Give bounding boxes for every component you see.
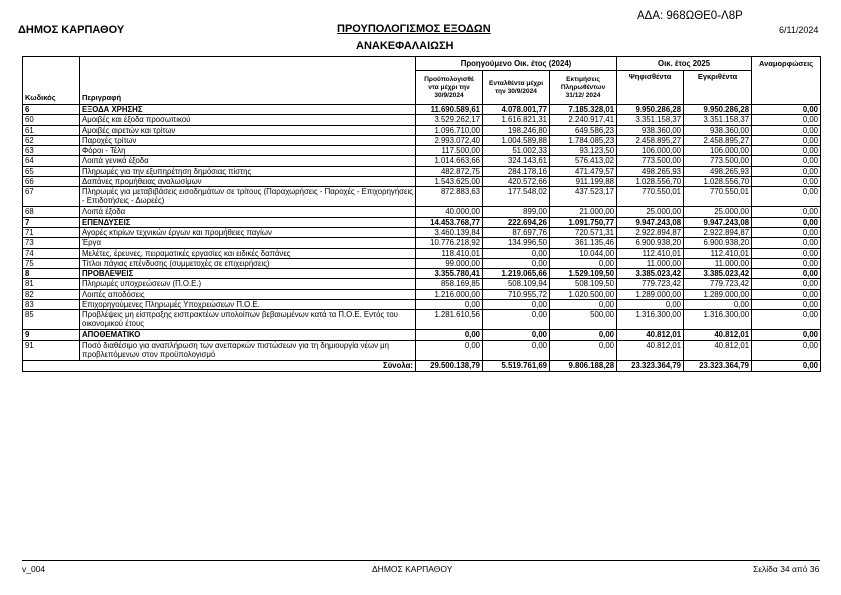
col-amendments-header: Αναμορφώσεις (752, 57, 821, 105)
row-committed: 51.002,33 (483, 146, 550, 156)
row-code: 61 (23, 125, 80, 135)
row-description: ΕΠΕΝΔΥΣΕΙΣ (80, 217, 416, 227)
row-amendments: 0,00 (752, 330, 821, 340)
row-code: 74 (23, 248, 80, 258)
row-budgeted: 2.993.072,40 (416, 135, 483, 145)
table-row (23, 187, 821, 207)
footer-divider (22, 560, 820, 561)
row-code: 85 (23, 310, 80, 330)
table-row (23, 146, 821, 156)
row-amendments: 0,00 (752, 217, 821, 227)
row-amendments: 0,00 (752, 207, 821, 217)
row-approved: 9.950.286,28 (684, 105, 752, 115)
row-description: Δαπάνες προμήθειας αναλωσίμων (80, 177, 416, 187)
row-committed: 1.004.589,88 (483, 135, 550, 145)
row-amendments: 0,00 (752, 156, 821, 166)
table-row (23, 156, 821, 166)
row-budgeted: 14.453.768,77 (416, 217, 483, 227)
row-budgeted: 11.690.589,61 (416, 105, 483, 115)
row-voted: 11.000,00 (617, 258, 684, 268)
row-description: Λοιπές αποδόσεις (80, 289, 416, 299)
row-voted: 1.028.556,70 (617, 177, 684, 187)
table-row (23, 177, 821, 187)
row-code: 83 (23, 300, 80, 310)
table-row (23, 340, 821, 360)
row-estimates: 576.413,02 (550, 156, 617, 166)
total-amendments: 0,00 (752, 360, 821, 371)
row-description: Αμοιβές και έξοδα προσωπικού (80, 115, 416, 125)
row-description: ΑΠΟΘΕΜΑΤΙΚΟ (80, 330, 416, 340)
row-voted: 0,00 (617, 300, 684, 310)
total-voted: 23.323.364,79 (617, 360, 684, 371)
row-committed: 87.697,76 (483, 227, 550, 237)
row-estimates: 471.479,57 (550, 166, 617, 176)
row-budgeted: 10.776.218,92 (416, 238, 483, 248)
row-estimates: 1.091.750,77 (550, 217, 617, 227)
row-estimates: 500,00 (550, 310, 617, 330)
row-amendments: 0,00 (752, 279, 821, 289)
row-estimates: 0,00 (550, 330, 617, 340)
row-budgeted: 872.883,63 (416, 187, 483, 207)
row-amendments: 0,00 (752, 166, 821, 176)
row-voted: 2.458.895,27 (617, 135, 684, 145)
row-description: Μελέτες, έρευνες, πειραματικές εργασίες και ειδικές δαπάνες (80, 248, 416, 258)
row-approved: 3.351.158,37 (684, 115, 752, 125)
col-description-header: Περιγραφή (80, 57, 416, 105)
row-code: 71 (23, 227, 80, 237)
row-approved: 779.723,42 (684, 279, 752, 289)
footer-version: v_004 (22, 564, 46, 574)
row-estimates: 1.784.085,23 (550, 135, 617, 145)
row-description: Αγορές κτιρίων τεχνικών έργων και προμήθειες παγίων (80, 227, 416, 237)
row-approved: 11.000,00 (684, 258, 752, 268)
row-approved: 498.265,93 (684, 166, 752, 176)
row-code: 67 (23, 187, 80, 207)
row-description: Επιχορηγούμενες Πληρωμές Υποχρεώσεων Π.Ο.Ε. (80, 300, 416, 310)
row-description: Αμοιβές αιρετών και τρίτων (80, 125, 416, 135)
row-budgeted: 40.000,00 (416, 207, 483, 217)
row-voted: 40.812,01 (617, 330, 684, 340)
row-description: Πληρωμές υποχρεώσεων (Π.Ο.Ε.) (80, 279, 416, 289)
row-code: 60 (23, 115, 80, 125)
row-estimates: 649.586,23 (550, 125, 617, 135)
row-estimates: 10.044,00 (550, 248, 617, 258)
row-description: Πληρωμές για την εξυπηρέτηση δημόσιας πίστης (80, 166, 416, 176)
row-approved: 112.410,01 (684, 248, 752, 258)
row-amendments: 0,00 (752, 105, 821, 115)
row-approved: 0,00 (684, 300, 752, 310)
row-amendments: 0,00 (752, 248, 821, 258)
row-budgeted: 1.543.625,00 (416, 177, 483, 187)
row-code: 73 (23, 238, 80, 248)
row-code: 9 (23, 330, 80, 340)
row-estimates: 720.571,31 (550, 227, 617, 237)
row-description: Έργα (80, 238, 416, 248)
totals-row (23, 360, 821, 371)
row-description: ΠΡΟΒΛΕΨΕΙΣ (80, 269, 416, 279)
col-committed-header: Ενταλθέντα μέχρι την 30/9/2024 (483, 71, 550, 105)
row-approved: 2.458.895,27 (684, 135, 752, 145)
row-committed: 198.246,80 (483, 125, 550, 135)
row-committed: 284.178,16 (483, 166, 550, 176)
table-row (23, 135, 821, 145)
row-amendments: 0,00 (752, 125, 821, 135)
row-approved: 1.289.000,00 (684, 289, 752, 299)
row-amendments: 0,00 (752, 269, 821, 279)
row-approved: 773.500,00 (684, 156, 752, 166)
row-amendments: 0,00 (752, 300, 821, 310)
row-code: 7 (23, 217, 80, 227)
table-row (23, 207, 821, 217)
row-estimates: 437.523,17 (550, 187, 617, 207)
table-row (23, 300, 821, 310)
row-budgeted: 3.529.262,17 (416, 115, 483, 125)
row-description: Πληρωμές για μεταβιβάσεις εισοδημάτων σε τρίτους (Παραχωρήσεις - Παροχές - Επιχορηγήσεις - Επιδοτήσεις - Δωρεές) (80, 187, 416, 207)
row-estimates: 361.135,46 (550, 238, 617, 248)
footer-page-number: Σελίδα 34 από 36 (753, 564, 820, 574)
table-row (23, 269, 821, 279)
row-committed: 710.955,72 (483, 289, 550, 299)
row-amendments: 0,00 (752, 227, 821, 237)
col-voted-header: Ψηφισθέντα (617, 71, 684, 105)
row-committed: 1.616.821,31 (483, 115, 550, 125)
row-amendments: 0,00 (752, 289, 821, 299)
page-subtitle: ΑΝΑΚΕΦΑΛΑΙΩΣΗ (356, 40, 454, 52)
row-committed: 0,00 (483, 310, 550, 330)
row-estimates: 21.000,00 (550, 207, 617, 217)
row-voted: 9.950.286,28 (617, 105, 684, 115)
row-estimates: 1.529.109,50 (550, 269, 617, 279)
table-row (23, 238, 821, 248)
col-budgeted-header: Προϋπολογισθέ ντα μέχρι την 30/9/2024 (416, 71, 483, 105)
row-estimates: 1.020.500,00 (550, 289, 617, 299)
row-voted: 3.351.158,37 (617, 115, 684, 125)
row-budgeted: 3.460.139,84 (416, 227, 483, 237)
row-amendments: 0,00 (752, 187, 821, 207)
row-approved: 40.812,01 (684, 340, 752, 360)
row-budgeted: 1.014.663,66 (416, 156, 483, 166)
row-approved: 1.316.300,00 (684, 310, 752, 330)
row-approved: 3.385.023,42 (684, 269, 752, 279)
row-voted: 6.900.938,20 (617, 238, 684, 248)
row-voted: 9.947.243,08 (617, 217, 684, 227)
page-title: ΠΡΟΥΠΟΛΟΓΙΣΜΟΣ ΕΞΟΔΩΝ (337, 23, 491, 35)
row-amendments: 0,00 (752, 115, 821, 125)
document-date: 6/11/2024 (779, 25, 819, 35)
row-approved: 1.028.556,70 (684, 177, 752, 187)
row-voted: 25.000,00 (617, 207, 684, 217)
row-amendments: 0,00 (752, 135, 821, 145)
row-description: Φόροι - Τέλη (80, 146, 416, 156)
row-code: 91 (23, 340, 80, 360)
total-estimates: 9.806.188,28 (550, 360, 617, 371)
row-approved: 938.360,00 (684, 125, 752, 135)
row-committed: 0,00 (483, 258, 550, 268)
row-code: 66 (23, 177, 80, 187)
table-row (23, 105, 821, 115)
row-code: 82 (23, 289, 80, 299)
table-row (23, 289, 821, 299)
row-voted: 106.000,00 (617, 146, 684, 156)
row-budgeted: 1.096.710,00 (416, 125, 483, 135)
row-budgeted: 3.355.780,41 (416, 269, 483, 279)
row-code: 63 (23, 146, 80, 156)
row-voted: 40.812,01 (617, 340, 684, 360)
row-voted: 3.385.023,42 (617, 269, 684, 279)
row-code: 62 (23, 135, 80, 145)
row-committed: 0,00 (483, 330, 550, 340)
row-budgeted: 0,00 (416, 330, 483, 340)
row-code: 8 (23, 269, 80, 279)
footer-municipality: ΔΗΜΟΣ ΚΑΡΠΑΘΟΥ (372, 564, 453, 574)
row-budgeted: 99.000,00 (416, 258, 483, 268)
row-code: 75 (23, 258, 80, 268)
total-budgeted: 29.500.138,79 (416, 360, 483, 371)
table-row (23, 330, 821, 340)
group-previous-year-header: Προηγούμενο Οικ. έτος (2024) (416, 57, 617, 71)
row-amendments: 0,00 (752, 340, 821, 360)
row-amendments: 0,00 (752, 177, 821, 187)
row-committed: 0,00 (483, 300, 550, 310)
row-estimates: 911.199,88 (550, 177, 617, 187)
table-row (23, 125, 821, 135)
row-voted: 770.550,01 (617, 187, 684, 207)
row-budgeted: 0,00 (416, 300, 483, 310)
row-approved: 25.000,00 (684, 207, 752, 217)
row-description: Παροχές τρίτων (80, 135, 416, 145)
row-committed: 222.694,26 (483, 217, 550, 227)
row-amendments: 0,00 (752, 258, 821, 268)
row-committed: 134.996,50 (483, 238, 550, 248)
row-description: Λοιπά έξοδα (80, 207, 416, 217)
row-voted: 2.922.894,87 (617, 227, 684, 237)
row-budgeted: 1.281.610,56 (416, 310, 483, 330)
col-estimates-header: Εκτιμήσεις Πληρωθέντων 31/12/ 2024 (550, 71, 617, 105)
row-estimates: 0,00 (550, 300, 617, 310)
row-amendments: 0,00 (752, 146, 821, 156)
table-row (23, 310, 821, 330)
table-row (23, 248, 821, 258)
row-voted: 498.265,93 (617, 166, 684, 176)
col-code-header: Κωδικός (23, 57, 80, 105)
row-budgeted: 482.872,75 (416, 166, 483, 176)
row-code: 65 (23, 166, 80, 176)
row-approved: 40.812,01 (684, 330, 752, 340)
row-approved: 2.922.894,87 (684, 227, 752, 237)
row-budgeted: 117.500,00 (416, 146, 483, 156)
row-voted: 779.723,42 (617, 279, 684, 289)
row-committed: 4.078.001,77 (483, 105, 550, 115)
total-committed: 5.519.761,69 (483, 360, 550, 371)
municipality-name: ΔΗΜΟΣ ΚΑΡΠΑΘΟΥ (18, 24, 125, 36)
row-voted: 1.289.000,00 (617, 289, 684, 299)
table-row (23, 279, 821, 289)
row-code: 64 (23, 156, 80, 166)
row-committed: 0,00 (483, 340, 550, 360)
row-voted: 938.360,00 (617, 125, 684, 135)
row-amendments: 0,00 (752, 310, 821, 330)
total-approved: 23.323.364,79 (684, 360, 752, 371)
table-row (23, 166, 821, 176)
row-approved: 6.900.938,20 (684, 238, 752, 248)
row-committed: 1.219.065,66 (483, 269, 550, 279)
row-voted: 773.500,00 (617, 156, 684, 166)
group-current-year-header: Οικ. έτος 2025 (617, 57, 752, 71)
row-description: Προβλέψεις μη είσπραξης εισπρακτέων υπολοίπων βεβαιωμένων κατά τα Π.Ο.Ε. Εντός του οικονομικού έτους (80, 310, 416, 330)
row-description: ΕΞΟΔΑ ΧΡΗΣΗΣ (80, 105, 416, 115)
row-description: Τίτλοι πάγιας επένδυσης (συμμετοχές σε επιχειρήσεις) (80, 258, 416, 268)
row-code: 81 (23, 279, 80, 289)
row-committed: 508.109,94 (483, 279, 550, 289)
table-row (23, 227, 821, 237)
table-row (23, 217, 821, 227)
row-estimates: 2.240.917,41 (550, 115, 617, 125)
row-estimates: 0,00 (550, 258, 617, 268)
row-voted: 1.316.300,00 (617, 310, 684, 330)
row-amendments: 0,00 (752, 238, 821, 248)
table-row (23, 258, 821, 268)
row-committed: 324.143,61 (483, 156, 550, 166)
row-committed: 420.572,66 (483, 177, 550, 187)
row-budgeted: 0,00 (416, 340, 483, 360)
row-code: 6 (23, 105, 80, 115)
row-estimates: 93.123,50 (550, 146, 617, 156)
expense-summary-table (22, 56, 821, 372)
row-approved: 770.550,01 (684, 187, 752, 207)
row-description: Λοιπά γενικά έξοδα (80, 156, 416, 166)
row-approved: 9.947.243,08 (684, 217, 752, 227)
row-voted: 112.410,01 (617, 248, 684, 258)
row-estimates: 508.109,50 (550, 279, 617, 289)
row-estimates: 0,00 (550, 340, 617, 360)
col-approved-header: Εγκριθέντα (684, 71, 752, 105)
row-description: Ποσό διαθέσιμο για αναπλήρωση των ανεπαρκών πιστώσεων για τη δημιουργία νέων μη προβλεπόμενων στον προϋπολογισμό (80, 340, 416, 360)
row-estimates: 7.185.328,01 (550, 105, 617, 115)
row-budgeted: 1.216.000,00 (416, 289, 483, 299)
row-approved: 106.000,00 (684, 146, 752, 156)
totals-label: Σύνολα: (23, 360, 416, 371)
row-budgeted: 118.410,01 (416, 248, 483, 258)
ada-code: ΑΔΑ: 968ΩΘΕ0-Λ8Ρ (637, 10, 743, 22)
row-code: 68 (23, 207, 80, 217)
row-committed: 177.548,02 (483, 187, 550, 207)
row-budgeted: 858.169,85 (416, 279, 483, 289)
row-committed: 0,00 (483, 248, 550, 258)
table-row (23, 115, 821, 125)
row-committed: 899,00 (483, 207, 550, 217)
